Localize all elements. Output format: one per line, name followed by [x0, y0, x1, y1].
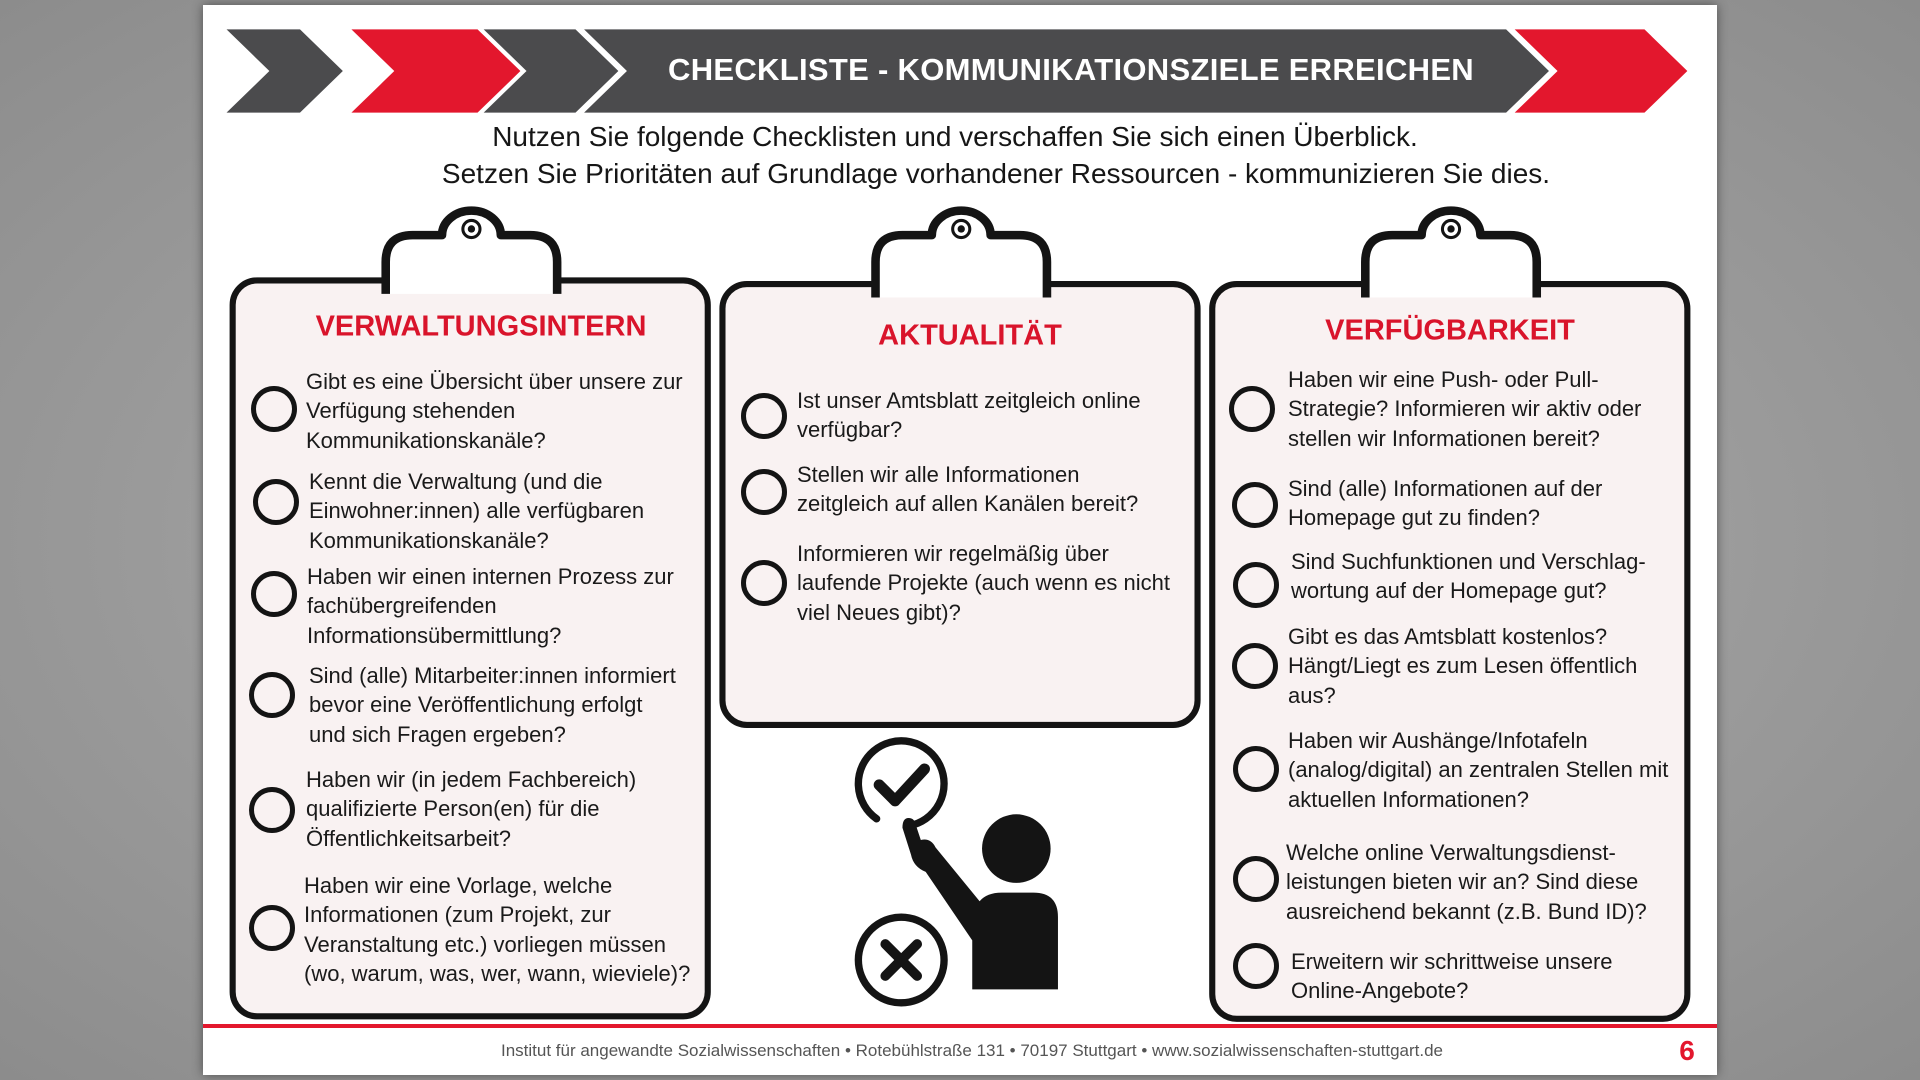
checkbox-circle-icon [251, 571, 297, 617]
checklist-item: Sind (alle) Informationen auf der Homepage gut zu finden? [1288, 476, 1603, 531]
checklist-item: Haben wir eine Push- oder Pull- Strategie? Informieren wir aktiv oder stellen wir Informationen bereit? [1288, 367, 1642, 451]
checklist-item: Welche online Verwaltungsdienst- leistungen bieten wir an? Sind diese ausreichend bekannt (z.B. Bund ID)? [1286, 840, 1647, 924]
checkbox-circle-icon [1233, 856, 1279, 902]
page-title: CHECKLISTE - KOMMUNIKATIONSZIELE ERREICHEN [668, 52, 1474, 87]
checklist-item: Stellen wir alle Informationen zeitgleich auf allen Kanälen bereit? [797, 462, 1139, 517]
checkbox-circle-icon [1233, 746, 1279, 792]
checklist-item: Haben wir Aushänge/Infotafeln (analog/digital) an zentralen Stellen mit aktuellen Informationen? [1288, 728, 1669, 812]
checkbox-circle-icon [1232, 643, 1278, 689]
clipboard-clip-icon [876, 211, 1047, 298]
footer-divider [203, 1024, 1717, 1028]
checklist-item: Ist unser Amtsblatt zeitgleich online verfügbar? [797, 388, 1141, 443]
checklist-item: Kennt die Verwaltung (und die Einwohner:innen) alle verfügbaren Kommunikationskanäle? [309, 469, 645, 553]
footer-address: Institut für angewandte Sozialwissenschaften • Rotebühlstraße 131 • 70197 Stuttgart • www.sozialwissenschaften-stuttgart.de [500, 1041, 1444, 1060]
check-circle-icon [858, 741, 944, 826]
checkbox-circle-icon [251, 386, 297, 432]
checklist-item: Haben wir einen internen Prozess zur fachübergreifenden Informationsübermittlung? [307, 564, 674, 648]
column-heading-verwaltungsintern: VERWALTUNGSINTERN [315, 310, 647, 343]
checkbox-circle-icon [249, 787, 295, 833]
checklist-item: Sind (alle) Mitarbeiter:innen informiert bevor eine Veröffentlichung erfolgt und sich Fragen ergeben? [309, 663, 676, 747]
checklist-item: Gibt es das Amtsblatt kostenlos? Hängt/Liegt es zum Lesen öffentlich aus? [1288, 624, 1638, 708]
checkbox-circle-icon [741, 469, 787, 515]
checklist-item: Haben wir eine Vorlage, welche Informationen (zum Projekt, zur Veranstaltung etc.) vorliegen müssen (wo, warum, was, wer, wann, wieviele)? [304, 873, 691, 987]
clipboard-clip-icon [386, 211, 557, 294]
checkbox-circle-icon [1233, 943, 1279, 989]
page-number: 6 [1679, 1035, 1695, 1066]
intro-line-2: Setzen Sie Prioritäten auf Grundlage vorhandener Ressourcen - kommunizieren Sie dies. [441, 158, 1551, 189]
checklist-item: Gibt es eine Übersicht über unsere zur Verfügung stehenden Kommunikationskanäle? [306, 369, 683, 453]
checkbox-circle-icon [249, 905, 295, 951]
checkbox-circle-icon [1229, 386, 1275, 432]
checkbox-circle-icon [741, 560, 787, 606]
checklist-item: Sind Suchfunktionen und Verschlag- wortung auf der Homepage gut? [1291, 549, 1646, 604]
checkbox-circle-icon [741, 393, 787, 439]
cross-circle-icon [858, 917, 944, 1003]
checkbox-circle-icon [1232, 482, 1278, 528]
checkbox-circle-icon [1233, 562, 1279, 608]
checkbox-circle-icon [253, 479, 299, 525]
checkbox-circle-icon [249, 672, 295, 718]
chevron-red-1 [351, 29, 520, 112]
checklist-item: Informieren wir regelmäßig über laufende Projekte (auch wenn es nicht viel Neues gibt)? [797, 541, 1171, 625]
clipboard-clip-icon [1365, 211, 1536, 298]
checklist-item: Erweitern wir schrittweise unsere Online-Angebote? [1291, 949, 1613, 1004]
person-pointing-icon [902, 814, 1058, 989]
column-heading-aktualitaet: AKTUALITÄT [878, 319, 1062, 352]
chevron-grey-1 [227, 29, 343, 112]
column-heading-verfuegbarkeit: VERFÜGBARKEIT [1325, 314, 1575, 347]
checklist-item: Haben wir (in jedem Fachbereich) qualifizierte Person(en) für die Öffentlichkeitsarbeit? [306, 767, 637, 851]
intro-line-1: Nutzen Sie folgende Checklisten und verschaffen Sie sich einen Überblick. [492, 121, 1418, 152]
